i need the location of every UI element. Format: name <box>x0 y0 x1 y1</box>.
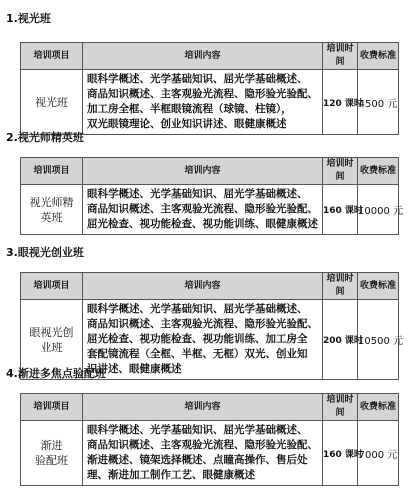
course-name-line: 英班 <box>40 210 63 224</box>
table-header-row <box>21 158 399 185</box>
section-title: 1.视光班 <box>6 12 51 25</box>
course-table <box>20 42 399 135</box>
course-duration: 120 课时 <box>323 70 358 135</box>
content-line: 屈光检查、视功能检查、视功能训练、加工房全 <box>87 333 308 345</box>
course-name-line: 验配班 <box>35 454 68 467</box>
section-title: 4.渐进多焦点验配班 <box>6 367 106 380</box>
content-line: 渐进概述、镜架选择概述、点瞳高操作、售后处 <box>87 454 308 466</box>
course-table <box>20 157 403 235</box>
content-line: 理、渐进加工制作工艺、眼健康概述 <box>87 469 255 481</box>
course-name <box>21 185 83 235</box>
content-line: 眼科学概述、光学基础知识、屈光学基础概述、 <box>87 303 308 315</box>
course-name-line: 视光班 <box>35 95 68 109</box>
course-fee: 4500 元 <box>358 70 399 135</box>
content-line: 加工房全框、半框眼镜流程（球镜、柱镜）， <box>87 103 292 115</box>
header-fee: 收费标准 <box>358 394 399 421</box>
content-line: 商品知识概述、主客观验光流程、隐形验光验配、 <box>87 318 318 330</box>
course-table <box>20 393 399 486</box>
course-fee: 7000 元 <box>358 421 399 486</box>
course-duration: 160 课时 <box>323 421 358 486</box>
header-content: 培训内容 <box>83 158 323 185</box>
table-row <box>21 70 399 135</box>
header-fee: 收费标准 <box>358 273 399 300</box>
header-fee: 收费标准 <box>358 158 399 185</box>
content-line: 套配镜流程（全框、半框、无框）双光、创业知 <box>87 348 308 360</box>
header-fee: 收费标准 <box>358 43 399 70</box>
section-title: 3.眼视光创业班 <box>6 246 84 259</box>
header-content: 培训内容 <box>83 394 323 421</box>
course-name-line: 渐进 <box>40 439 63 452</box>
header-content: 培训内容 <box>83 43 323 70</box>
content-line: 识讲述、眼健康概述 <box>87 363 182 375</box>
content-line: 商品知识概述、主客观验光流程、隐形验光验配、 <box>87 88 318 100</box>
table-header-row <box>21 394 399 421</box>
content-line: 商品知识概述、主客观验光流程、隐形验光验配、 <box>87 439 318 451</box>
header-content: 培训内容 <box>83 273 323 300</box>
course-content <box>83 185 323 235</box>
header-duration: 培训时间 <box>323 43 358 70</box>
header-item: 培训项目 <box>21 43 83 70</box>
course-content <box>83 421 323 486</box>
header-duration: 培训时间 <box>323 158 358 185</box>
course-duration: 160 课时 <box>323 185 358 235</box>
course-duration: 200 课时 <box>323 300 358 380</box>
table-row <box>21 185 399 235</box>
content-line: 眼科学概述、光学基础知识、屈光学基础概述、 <box>87 73 308 85</box>
table-row <box>21 421 399 486</box>
content-line: 屈光检查、视功能检查、视功能训练、眼健康概述 <box>87 218 318 230</box>
course-name-line: 业班 <box>40 340 63 354</box>
course-name-line: 视光师精 <box>29 195 74 209</box>
course-name <box>21 421 83 486</box>
course-name <box>21 70 83 135</box>
course-fee: 10000 元 <box>358 185 399 235</box>
course-fee: 10500 元 <box>358 300 399 380</box>
content-line: 双光眼镜理论、创业知识讲述、眼健康概述 <box>87 118 287 130</box>
course-content <box>83 300 323 380</box>
table-header-row <box>21 273 399 300</box>
content-line: 眼科学概述、光学基础知识、屈光学基础概述、 <box>87 424 308 436</box>
header-item: 培训项目 <box>21 158 83 185</box>
course-table <box>20 272 403 380</box>
course-content <box>83 70 323 135</box>
header-duration: 培训时间 <box>323 394 358 421</box>
section-title: 2.视光师精英班 <box>6 131 84 144</box>
content-line: 商品知识概述、主客观验光流程、隐形验光验配、 <box>87 203 318 215</box>
header-item: 培训项目 <box>21 273 83 300</box>
content-line: 眼科学概述、光学基础知识、屈光学基础概述、 <box>87 188 308 200</box>
course-name-line: 眼视光创 <box>29 325 74 339</box>
header-item: 培训项目 <box>21 394 83 421</box>
table-header-row <box>21 43 399 70</box>
header-duration: 培训时间 <box>323 273 358 300</box>
